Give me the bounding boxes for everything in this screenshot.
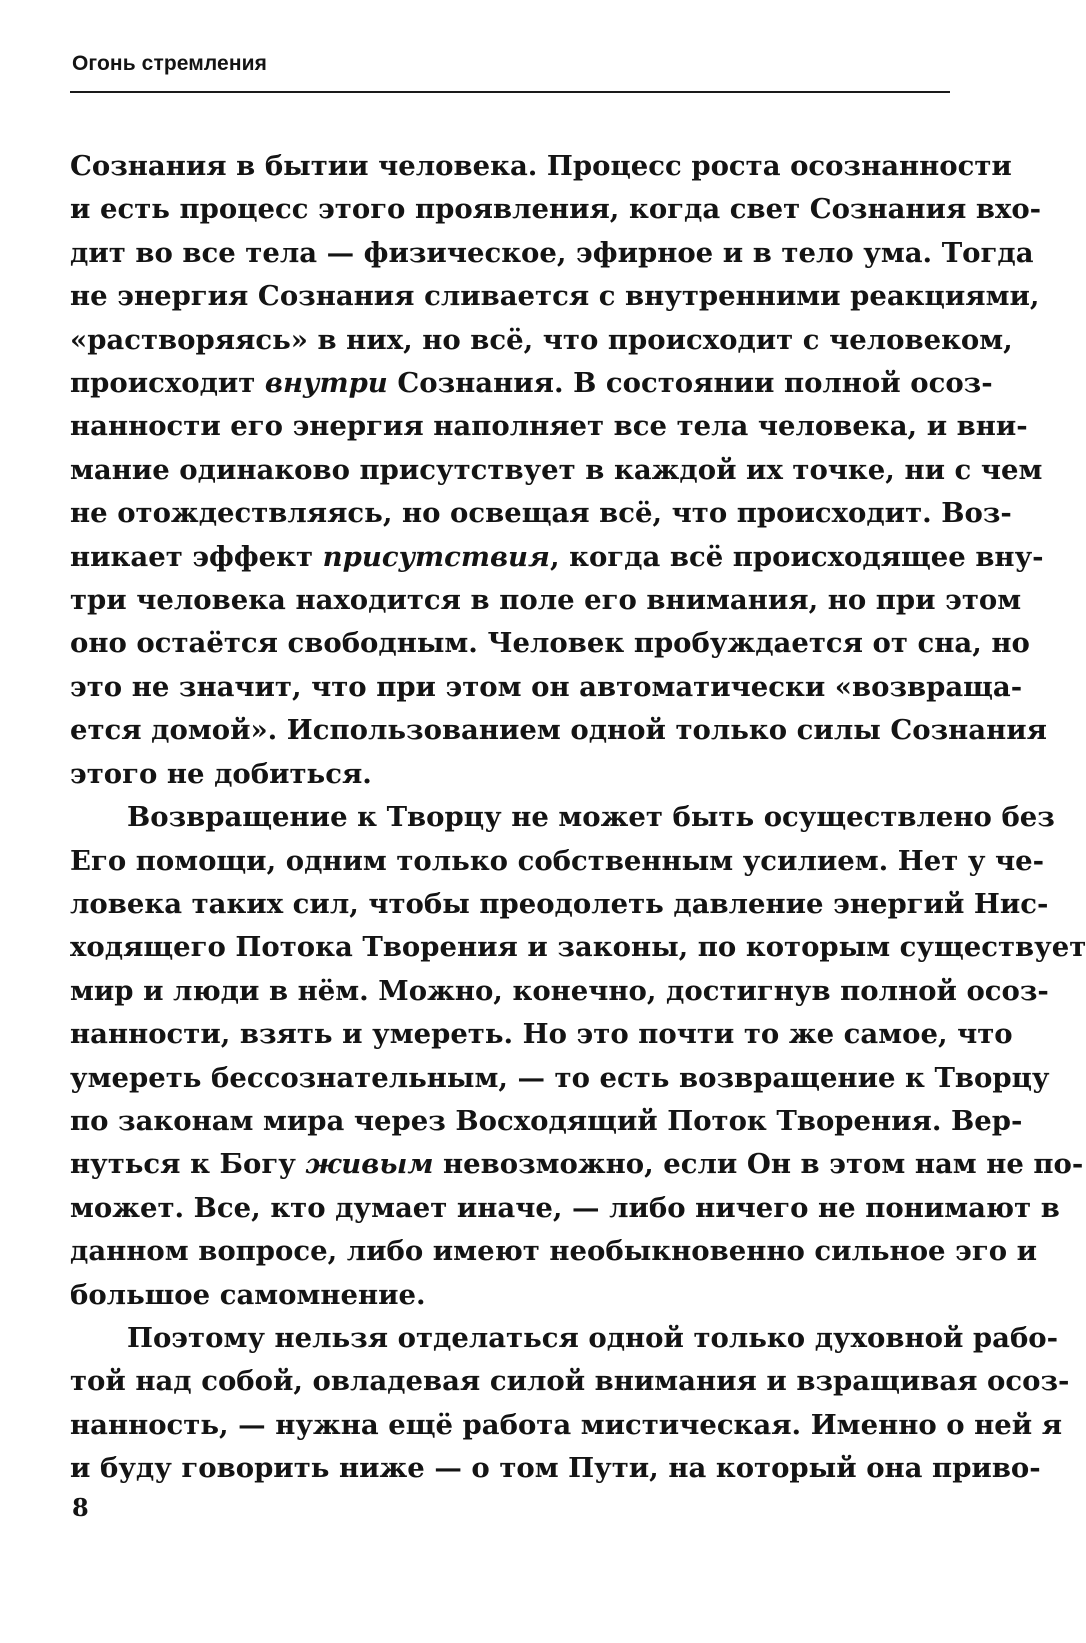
text-line: мание одинаково присутствует в каждой их точке, ни с чем — [70, 453, 1043, 486]
text-line: это не значит, что при этом он автоматически «возвраща- — [70, 670, 1023, 703]
text-line: ходящего Потока Творения и законы, по которым существует — [70, 931, 1086, 964]
text-line: может. Все, кто думает иначе, — либо ничего не понимают в — [70, 1191, 1060, 1224]
text-line: дит во все тела — физическое, эфирное и в тело ума. Тогда — [70, 236, 1034, 269]
italic-emphasis: внутри — [264, 367, 388, 400]
body-text — [70, 145, 1086, 1491]
italic-emphasis: присутствия — [322, 540, 550, 573]
text-line: ловека таких сил, чтобы преодолеть давление энергий Нис- — [70, 887, 1049, 920]
text-line: той над собой, овладевая силой внимания и взращивая осоз- — [70, 1365, 1070, 1398]
text-line: умереть бессознательным, — то есть возвращение к Творцу — [70, 1061, 1050, 1094]
text-line: нанность, — нужна ещё работа мистическая. Именно о ней я — [70, 1408, 1063, 1441]
text-line: не отождествляясь, но освещая всё, что происходит. Воз- — [70, 497, 1012, 530]
page-number: 8 — [72, 1493, 89, 1522]
text-line: никает эффект присутствия, когда всё происходящее вну- — [70, 540, 1044, 573]
text-line: оно остаётся свободным. Человек пробуждается от сна, но — [70, 627, 1030, 660]
text-line: по законам мира через Восходящий Поток Творения. Вер- — [70, 1104, 1023, 1137]
text-line: и буду говорить ниже — о том Пути, на который она приво- — [70, 1452, 1041, 1485]
header-rule — [70, 91, 950, 93]
text-line: три человека находится в поле его внимания, но при этом — [70, 584, 1022, 617]
italic-emphasis: живым — [305, 1148, 434, 1181]
paragraph-2 — [70, 796, 1086, 1317]
text-line: Его помощи, одним только собственным усилием. Нет у че- — [70, 844, 1045, 877]
running-title: Огонь стремления — [72, 52, 267, 75]
text-line: происходит внутри Сознания. В состоянии полной осоз- — [70, 367, 993, 400]
text-line: «растворяясь» в них, но всё, что происходит с человеком, — [70, 323, 1013, 356]
text-line: большое самомнение. — [70, 1278, 426, 1311]
text-line: Поэтому нельзя отделаться одной только духовной рабо- — [127, 1321, 1059, 1354]
text-line: нанности его энергия наполняет все тела человека, и вни- — [70, 410, 1028, 443]
text-line: не энергия Сознания сливается с внутренними реакциями, — [70, 280, 1040, 313]
text-line: данном вопросе, либо имеют необыкновенно сильное эго и — [70, 1235, 1038, 1268]
text-line: нуться к Богу живым невозможно, если Он в этом нам не по- — [70, 1148, 1084, 1181]
paragraph-1 — [70, 145, 1047, 796]
paragraph-3 — [70, 1317, 1070, 1491]
text-line: ется домой». Использованием одной только силы Сознания — [70, 714, 1047, 747]
text-line: Сознания в бытии человека. Процесс роста осознанности — [70, 150, 1012, 182]
text-line: нанности, взять и умереть. Но это почти то же самое, что — [70, 1018, 1013, 1051]
text-line: Возвращение к Творцу не может быть осуществлено без — [127, 801, 1055, 834]
text-line: мир и люди в нём. Можно, конечно, достигнув полной осоз- — [70, 974, 1049, 1007]
text-line: и есть процесс этого проявления, когда свет Сознания вхо- — [70, 193, 1042, 226]
text-line: этого не добиться. — [70, 757, 372, 790]
